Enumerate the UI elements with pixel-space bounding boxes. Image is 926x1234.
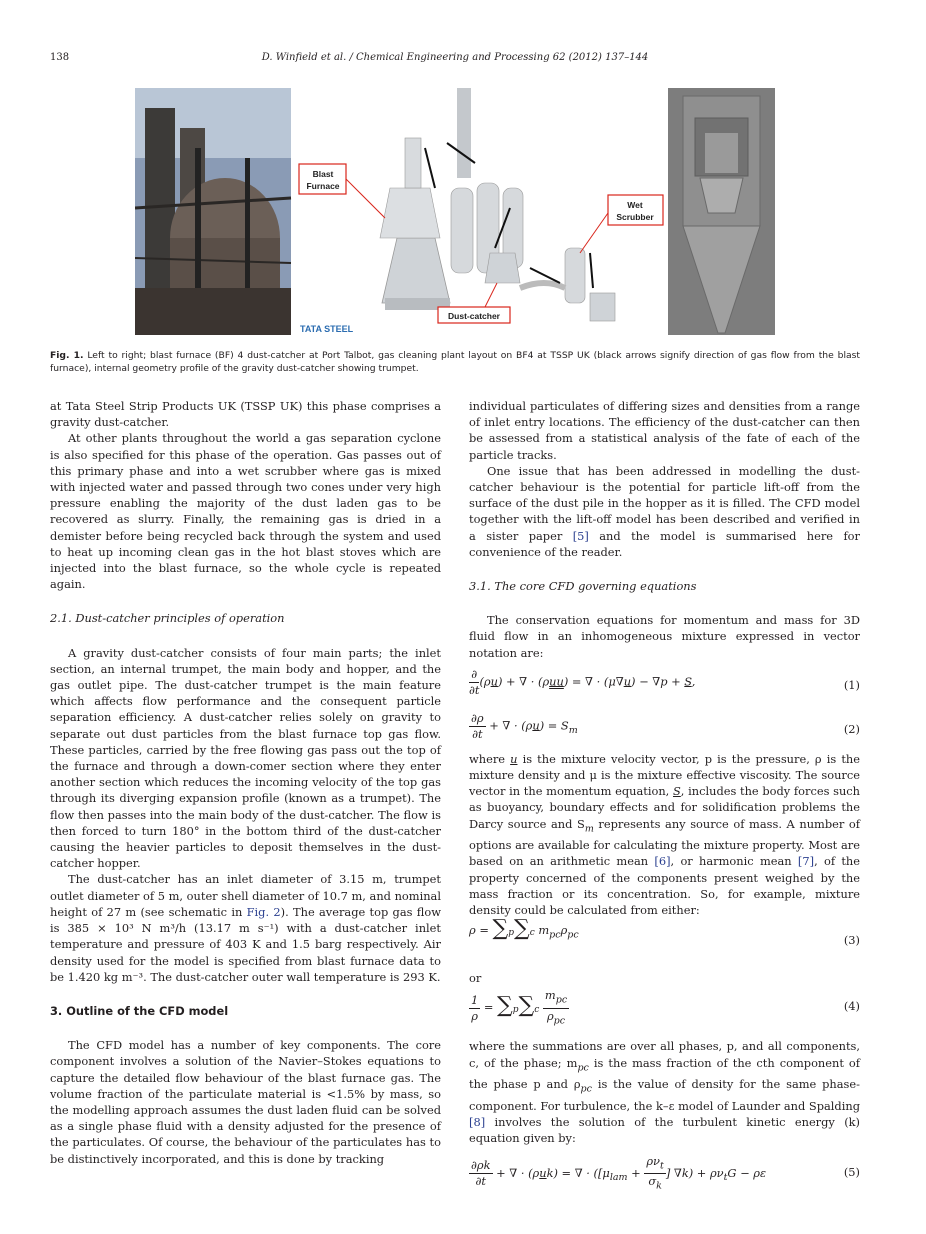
section-heading-2-1: 2.1. Dust-catcher principles of operation bbox=[50, 611, 285, 626]
section-heading-3-1: 3.1. The core CFD governing equations bbox=[469, 579, 697, 594]
or-text: or bbox=[469, 971, 482, 986]
journal-citation: D. Winfield et al. / Chemical Engineering and Processing 62 (2012) 137–144 bbox=[261, 52, 649, 63]
ref-6-link[interactable]: [6] bbox=[654, 854, 671, 869]
paragraph: individual particulates of differing sizes and densities from a range of inlet entry locations. The efficiency of the dust-catcher can then be assessed from a statistical analysis of the fate of each of the particle tracks. bbox=[469, 399, 860, 462]
text-span: is the mixture velocity vector, p is the pressure, ρ is the mixture density and μ is the mixture effective viscosity. The source vector in the momentum equation, bbox=[469, 751, 860, 799]
label-dust-catcher: Dust-catcher bbox=[448, 311, 500, 321]
caption-text: Left to right; blast furnace (BF) 4 dust-catcher at Port Talbot, gas cleaning plant layout on BF4 at TSSP UK (black arrows signify direction of gas flow from the blast furnace), internal geometry profile of the gravity dust-catcher showing trumpet. bbox=[50, 350, 861, 374]
fig-2-link[interactable]: Fig. 2 bbox=[246, 904, 281, 919]
right-column bbox=[469, 398, 860, 1194]
paragraph: The CFD model has a number of key components. The core component involves a solution of the Navier–Stokes equations to capture the detailed flow behaviour of the blast furnace gas. The volume fraction of the particulate material is <1.5% by mass, so the modelling approach assumes the dust laden fluid can be solved as a single phase fluid with a density adjusted for the presence of the particulates. Of course, the behaviour of the particulates has to be distinctively incorporated, and this is done by tracking bbox=[50, 1038, 441, 1166]
paragraph: The conservation equations for momentum and mass for 3D fluid flow in an inhomogeneous mixture expressed in vector notation are: bbox=[469, 613, 860, 660]
label-wet: Wet bbox=[627, 200, 643, 210]
dust-catcher-geometry bbox=[668, 88, 775, 335]
equation-4: $\frac{1}{\rho}$ = ∑p∑c $\frac{m_{pc}}{\rho_{pc}}$ (4) bbox=[471, 988, 860, 1026]
equation-number: (3) bbox=[843, 933, 860, 948]
equation-number: (4) bbox=[843, 999, 860, 1014]
text-span: involves the solution of the turbulent kinetic energy (k) equation given by: bbox=[469, 1114, 860, 1145]
text-span: ). The average top gas flow is 385 × 10³ N m³/h (13.17 m s⁻¹) with a dust-catcher inlet temperature and pressure of 403 K and 1.5 barg respectively. Air density used for the model is specified from blast furnace data to be 1.420 kg m⁻³. The dust-catcher outer wall temperature is 293 K. bbox=[50, 904, 441, 984]
gas-cleaning-plant-layout bbox=[295, 88, 663, 335]
ref-7-link[interactable]: [7] bbox=[797, 854, 815, 869]
paragraph: A gravity dust-catcher consists of four main parts; the inlet section, an internal trumpet, the main body and hopper, and the gas outlet pipe. The dust-catcher trumpet is the main feature which affects flow performance and the consequent particle separation efficiency. A dust-catcher relies solely on gravity to separate out dust particles from the blast furnace top gas flow. These particles, carried by the free flowing gas pass out the top of the furnace and through a down-comer section where they enter another section which reduces the incoming velocity of the top gas through its diverging expansion profile (known as a trumpet). The flow then passes into the main body of the dust-catcher. The flow is then forced to turn 180° in the bottom third of the dust-catcher causing the heavier particles to deposit themselves in the dust-catcher hopper. bbox=[50, 645, 441, 871]
label-blast: Blast bbox=[312, 169, 334, 179]
label-furnace: Furnace bbox=[306, 181, 340, 191]
blast-furnace-photo bbox=[135, 88, 291, 335]
text-span: , of the property concerned of the components present weighed by the mass fraction or its concentration. So, for example, mixture density could be calculated from either: bbox=[469, 854, 861, 917]
text-span: and the model is summarised here for convenience of the reader. bbox=[469, 528, 860, 559]
figure-1-graphics bbox=[135, 88, 775, 335]
paragraph: At other plants throughout the world a gas separation cyclone is also specified for this phase of the operation. Gas passes out of this primary phase and into a wet scrubber where gas is mixed with injected water and passed through two cones under very high pressure enabling the majority of the dust laden gas to be recovered as slurry. Finally, the remaining gas is dried in a demister before being recycled back through the system and used to heat up incoming clean gas in the hot blast stoves which are injected into the blast furnace, so the whole cycle is repeated again. bbox=[50, 431, 441, 592]
paragraph bbox=[469, 463, 860, 560]
text-span: The dust-catcher has an inlet diameter of 3.15 m, trumpet outlet diameter of 5 m, outer shell diameter of 10.7 m, and nominal height of 27 m (see schematic in bbox=[50, 872, 441, 919]
left-column bbox=[50, 398, 441, 1167]
text-span: where bbox=[469, 751, 511, 766]
text-span: is the mass fraction of the cth component of the phase p and ρ bbox=[469, 1055, 861, 1092]
text-span: , includes the body forces such as buoyancy, boundary effects and for solidification problems the Darcy source and S bbox=[469, 784, 861, 831]
text-span: where the summations are over all phases, p, and all components, c, of the phase; m bbox=[469, 1039, 860, 1070]
paragraph bbox=[50, 871, 441, 984]
paragraph: where the summations are over all phases, p, and all components, c, of the phase; $m_{pc}$ is the mass fraction of the cth component of the phase p and $\rho_{pc}$ is the value of density for the same phase-component. For turbulence, the k–ε model of Launder and Spalding [8] involves the solution of the turbulent kinetic energy (k) equation given by: bbox=[469, 1039, 861, 1145]
paragraph: where u is the mixture velocity vector, p is the pressure, ρ is the mixture density and μ is the mixture effective viscosity. The source vector in the momentum equation, S, includes the body forces such as buoyancy, boundary effects and for solidification problems the Darcy source and $S_m$ represents any source of mass. A number of options are available for calculating the mixture property. Most are based on an arithmetic mean [6], or harmonic mean [7], of the property concerned of the components present weighed by the mass fraction or its concentration. So, for example, mixture density could be calculated from either: bbox=[469, 751, 861, 917]
equation-5: $\frac{\partial\rho k}{\partial t}$ + ∇ · (ρuk) = ∇ · ([$\mu_{lam}$ + $\frac{\rho\nu_t}{\sigma_k}$ ] $\nabla k) + \rho\nu_tG - \rho\varepsilon$ (5) bbox=[471, 1154, 860, 1192]
equation-number: (1) bbox=[843, 677, 860, 692]
figure-caption bbox=[50, 349, 860, 375]
equation-3: ρ = ∑p∑c $m_{pc}\rho_{pc}$ (3) bbox=[469, 916, 860, 948]
tata-steel-logo: TATA STEEL bbox=[300, 324, 354, 334]
paragraph: at Tata Steel Strip Products UK (TSSP UK) this phase comprises a gravity dust-catcher. bbox=[50, 399, 441, 430]
equation-number: (5) bbox=[843, 1165, 860, 1180]
equation-number: (2) bbox=[843, 721, 860, 736]
section-heading-3: 3. Outline of the CFD model bbox=[50, 1003, 229, 1018]
text-span: One issue that has been addressed in modelling the dust-catcher behaviour is the potential for particle lift-off from the surface of the dust pile in the hopper as it is filled. The CFD model together with the lift-off model has been described and verified in a sister paper bbox=[469, 463, 860, 543]
text-span: , or harmonic mean bbox=[670, 854, 798, 869]
ref-8-link[interactable]: [8] bbox=[469, 1114, 486, 1129]
ref-5-link[interactable]: [5] bbox=[572, 528, 589, 543]
text-span: is the value of density for the same phase-component. For turbulence, the k–ε model of Launder and Spalding bbox=[469, 1077, 860, 1113]
figure-1 bbox=[135, 88, 775, 335]
caption-label: Fig. 1. bbox=[50, 350, 84, 361]
text-span: represents any source of mass. A number of options are available for calculating the mixture property. Most are based on an arithmetic mean bbox=[469, 816, 861, 869]
equation-1: $\frac{\partial}{\partial t}$ (ρu) + ∇ · (ρuu) = ∇ · (μ∇u) − ∇p + S, (1) bbox=[469, 666, 860, 697]
label-scrubber: Scrubber bbox=[616, 212, 654, 222]
equation-2: $\frac{\partial\rho}{\partial t}$ + ∇ · $(\rho u) = S_m$ (2) bbox=[471, 710, 860, 741]
page-number: 138 bbox=[50, 52, 70, 63]
